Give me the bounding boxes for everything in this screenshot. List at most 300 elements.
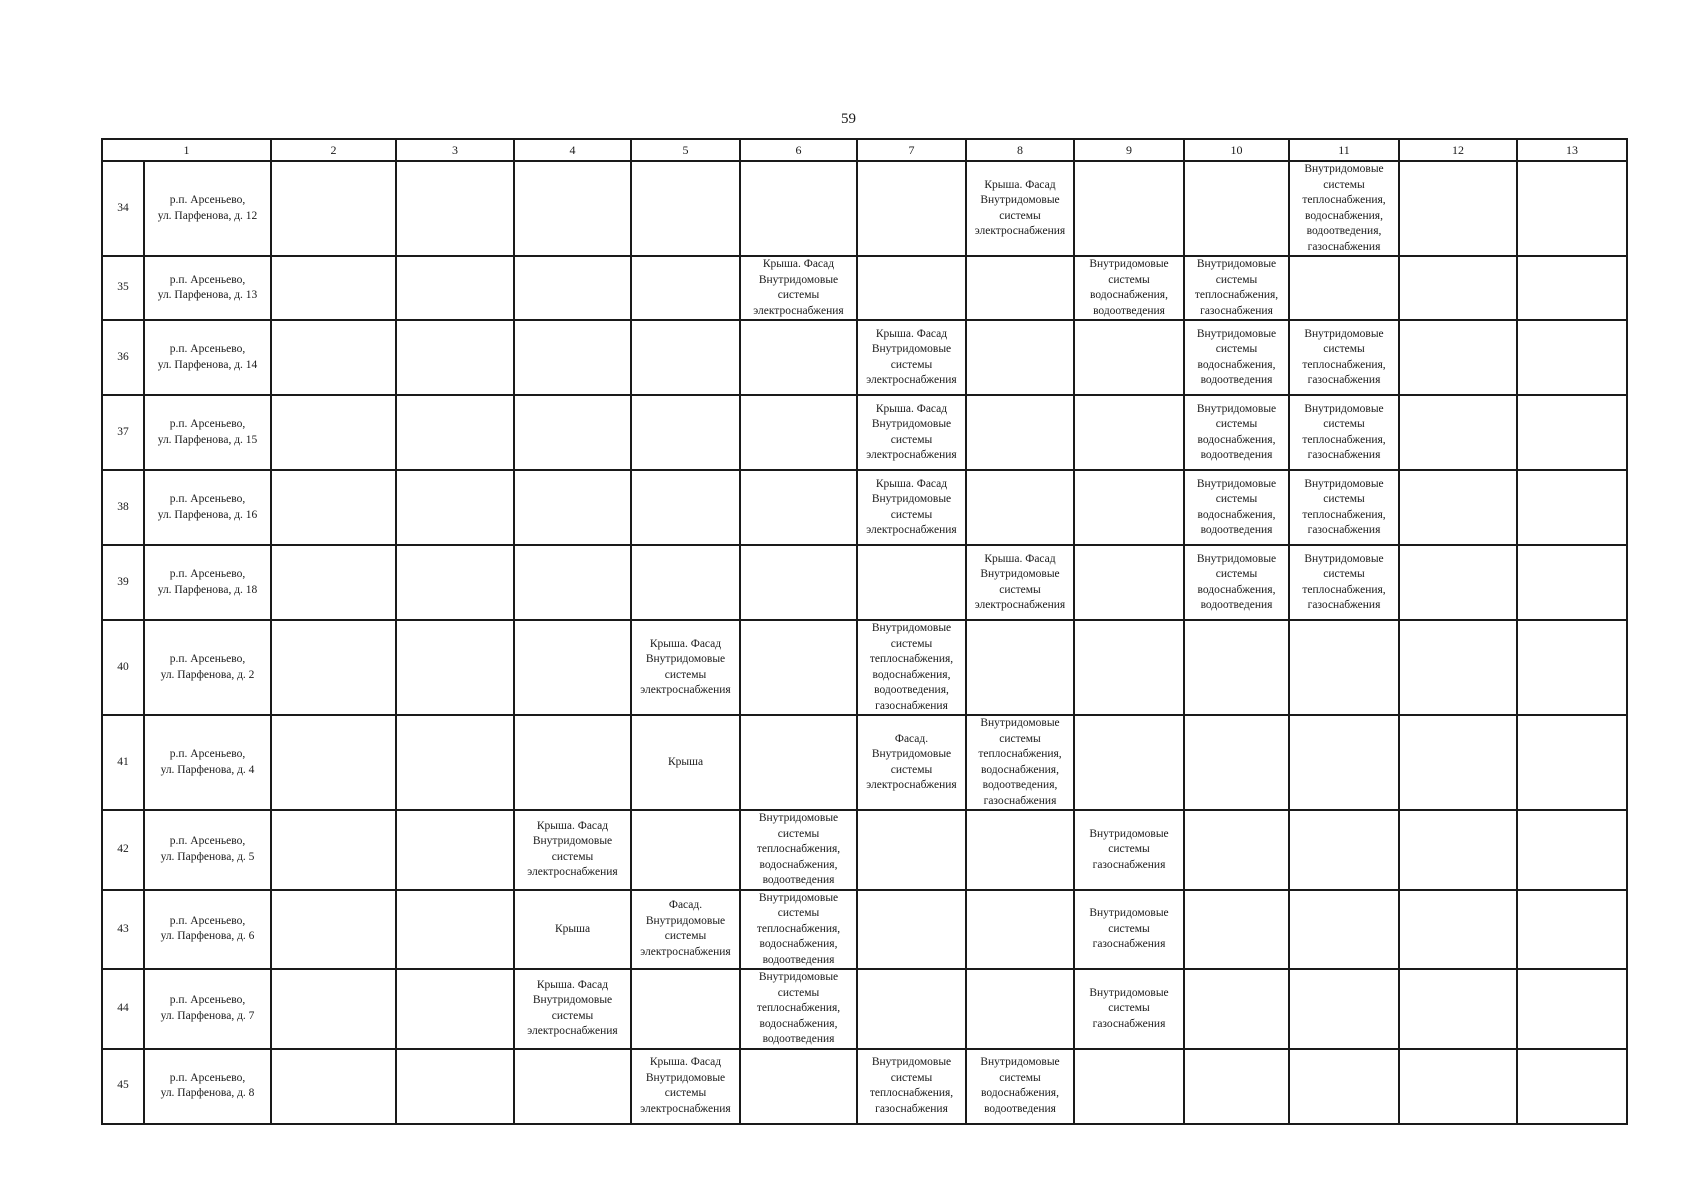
cell-text-line: системы <box>999 583 1041 596</box>
cell-text-line: электроснабжения <box>640 684 731 696</box>
cell-text-line: теплоснабжения, <box>1302 433 1386 446</box>
work-cell-col-12 <box>1399 545 1517 620</box>
table-row <box>102 890 1627 970</box>
work-cell-col-6 <box>740 620 857 715</box>
work-cell-col-2 <box>271 161 396 256</box>
table-row <box>102 320 1627 395</box>
work-cell-col-2 <box>271 890 396 970</box>
cell-text-line: Внутридомовые <box>1304 327 1384 340</box>
cell-text-line: Внутридомовые <box>980 717 1060 729</box>
cell-text-line: р.п. Арсеньево, <box>169 653 246 665</box>
cell-text-line: водоснабжения, <box>1090 289 1168 301</box>
row-number: 40 <box>102 620 144 715</box>
cell-text-line: Фасад. <box>894 732 929 745</box>
cell-text-line: системы <box>999 1071 1041 1084</box>
work-cell-col-3 <box>396 470 514 545</box>
cell-text-line: водоснабжения, <box>1197 583 1276 596</box>
work-cell-col-13 <box>1517 256 1627 320</box>
work-cell-col-6 <box>740 320 857 395</box>
work-cell-col-7 <box>857 395 966 470</box>
work-cell-col-4 <box>514 470 631 545</box>
work-cell-col-9 <box>1074 810 1184 890</box>
cell-text-line: водоснабжения, <box>759 858 838 871</box>
work-cell-col-9 <box>1074 890 1184 970</box>
cell-text-line: теплоснабжения, <box>869 653 954 665</box>
row-number: 45 <box>102 1049 144 1124</box>
cell-text-line: р.п. Арсеньево, <box>169 1071 246 1084</box>
table-row <box>102 620 1627 715</box>
address-cell <box>144 810 271 890</box>
address-cell <box>144 470 271 545</box>
work-cell-col-2 <box>271 715 396 810</box>
cell-text-line: газоснабжения <box>1307 374 1381 386</box>
cell-text-line: ул. Парфенова, д. 14 <box>157 358 258 371</box>
address-cell <box>144 890 271 970</box>
table-row <box>102 395 1627 470</box>
work-cell-col-7 <box>857 161 966 256</box>
cell-text-line: Крыша. Фасад <box>649 637 722 650</box>
work-cell-col-12 <box>1399 320 1517 395</box>
cell-text-line: теплоснабжения, <box>1194 289 1279 301</box>
cell-text-line: Внутридомовые <box>1089 907 1169 919</box>
work-cell-col-9 <box>1074 620 1184 715</box>
cell-text-line: р.п. Арсеньево, <box>169 273 246 286</box>
cell-text-line: системы <box>1323 343 1365 355</box>
work-cell-col-3 <box>396 620 514 715</box>
work-cell-col-4 <box>514 969 631 1049</box>
work-cell-col-10 <box>1184 161 1289 256</box>
work-cell-col-2 <box>271 1049 396 1124</box>
cell-text-line: Внутридомовые <box>1089 827 1169 840</box>
cell-text-line: газоснабжения <box>1307 599 1381 611</box>
work-cell-col-3 <box>396 256 514 320</box>
cell-text-line: системы <box>1215 273 1258 286</box>
table-row <box>102 715 1627 810</box>
cell-text-line: Внутридомовые <box>1196 327 1277 340</box>
cell-text-line: водоотведения <box>1200 599 1273 611</box>
cell-text-line: системы <box>890 358 933 371</box>
cell-text-line: водоснабжения, <box>981 763 1059 776</box>
work-cell-col-7 <box>857 545 966 620</box>
work-cell-col-3 <box>396 810 514 890</box>
cell-text-line: Внутридомовые <box>1196 552 1277 565</box>
work-cell-col-6 <box>740 256 857 320</box>
work-cell-col-12 <box>1399 890 1517 970</box>
work-cell-col-8 <box>966 256 1074 320</box>
cell-text-line: системы <box>999 732 1041 745</box>
work-cell-col-4 <box>514 1049 631 1124</box>
row-number: 42 <box>102 810 144 890</box>
work-cell-col-7 <box>857 715 966 810</box>
column-header-5: 5 <box>631 139 740 161</box>
work-cell-col-11 <box>1289 1049 1399 1124</box>
work-cell-col-12 <box>1399 470 1517 545</box>
cell-text-line: Внутридомовые <box>645 1071 726 1084</box>
work-cell-col-13 <box>1517 320 1627 395</box>
table-row <box>102 161 1627 256</box>
work-cell-col-13 <box>1517 545 1627 620</box>
cell-text-line: ул. Парфенова, д. 13 <box>157 289 258 301</box>
work-cell-col-10 <box>1184 620 1289 715</box>
cell-text-line: газоснабжения <box>875 699 948 712</box>
cell-text-line: Внутридомовые <box>871 343 952 355</box>
cell-text-line: системы <box>1323 493 1365 505</box>
work-cell-col-6 <box>740 395 857 470</box>
cell-text-line: системы <box>890 763 933 776</box>
cell-text-line: Внутридомовые <box>645 653 726 665</box>
cell-text-line: водоснабжения, <box>1305 209 1383 222</box>
work-cell-col-5 <box>631 890 740 970</box>
cell-text-line: водоотведения <box>762 953 835 966</box>
cell-text-line: Внутридомовые <box>1196 258 1277 270</box>
work-cell-col-4 <box>514 161 631 256</box>
cell-text-line: теплоснабжения, <box>756 922 841 935</box>
cell-text-line: ул. Парфенова, д. 2 <box>160 668 255 681</box>
cell-text-line: ул. Парфенова, д. 12 <box>157 209 258 222</box>
column-header-12: 12 <box>1399 139 1517 161</box>
column-header-7: 7 <box>857 139 966 161</box>
cell-text-line: Внутридомовые <box>645 914 726 927</box>
work-cell-col-10 <box>1184 545 1289 620</box>
work-cell-col-7 <box>857 810 966 890</box>
cell-text-line: р.п. Арсеньево, <box>169 994 246 1007</box>
cell-text-line: системы <box>551 850 594 863</box>
cell-text-line: ул. Парфенова, д. 4 <box>160 763 255 776</box>
table-row <box>102 810 1627 890</box>
work-cell-col-8 <box>966 395 1074 470</box>
work-cell-col-8 <box>966 545 1074 620</box>
work-cell-col-5 <box>631 320 740 395</box>
row-number: 44 <box>102 969 144 1049</box>
work-cell-col-9 <box>1074 715 1184 810</box>
cell-text-line: водоотведения, <box>982 779 1058 791</box>
work-cell-col-2 <box>271 395 396 470</box>
cell-text-line: электроснабжения <box>640 1102 731 1115</box>
work-cell-col-10 <box>1184 1049 1289 1124</box>
cell-text-line: электроснабжения <box>974 599 1066 611</box>
work-cell-col-6 <box>740 545 857 620</box>
cell-text-line: Внутридомовые <box>758 273 839 286</box>
column-header-3: 3 <box>396 139 514 161</box>
cell-text-line: водоотведения <box>984 1102 1056 1115</box>
cell-text-line: Внутридомовые <box>871 1056 952 1068</box>
column-header-8: 8 <box>966 139 1074 161</box>
work-cell-col-8 <box>966 890 1074 970</box>
cell-text-line: системы <box>777 986 820 999</box>
work-cell-col-13 <box>1517 620 1627 715</box>
work-cell-col-7 <box>857 890 966 970</box>
work-cell-col-11 <box>1289 256 1399 320</box>
cell-text-line: теплоснабжения, <box>869 1087 954 1099</box>
work-cell-col-8 <box>966 161 1074 256</box>
table-row <box>102 1049 1627 1124</box>
work-cell-col-5 <box>631 715 740 810</box>
work-cell-col-7 <box>857 1049 966 1124</box>
work-cell-col-5 <box>631 256 740 320</box>
work-cell-col-9 <box>1074 1049 1184 1124</box>
row-number: 38 <box>102 470 144 545</box>
work-cell-col-12 <box>1399 161 1517 256</box>
cell-text-line: Внутридомовые <box>1196 477 1277 490</box>
work-cell-col-3 <box>396 320 514 395</box>
work-cell-col-5 <box>631 620 740 715</box>
row-number: 41 <box>102 715 144 810</box>
work-cell-col-5 <box>631 470 740 545</box>
work-cell-col-5 <box>631 1049 740 1124</box>
cell-text-line: ул. Парфенова, д. 6 <box>160 930 255 943</box>
cell-text-line: электроснабжения <box>640 945 731 958</box>
work-cell-col-4 <box>514 256 631 320</box>
cell-text-line: системы <box>1108 843 1150 855</box>
cell-text-line: водоснабжения, <box>759 1017 838 1030</box>
cell-text-line: газоснабжения <box>1092 1017 1166 1030</box>
work-cell-col-4 <box>514 810 631 890</box>
cell-text-line: теплоснабжения, <box>1302 358 1386 371</box>
address-cell <box>144 161 271 256</box>
table-header <box>102 139 1627 161</box>
work-cell-col-12 <box>1399 395 1517 470</box>
work-cell-col-11 <box>1289 890 1399 970</box>
cell-text-line: ул. Парфенова, д. 18 <box>157 583 258 596</box>
header-row <box>102 139 1627 161</box>
work-cell-col-9 <box>1074 256 1184 320</box>
cell-text-line: ул. Парфенова, д. 7 <box>160 1009 255 1022</box>
cell-text-line: Крыша. Фасад <box>984 178 1056 191</box>
cell-text-line: водоотведения <box>1200 374 1273 386</box>
work-cell-col-9 <box>1074 395 1184 470</box>
work-cell-col-8 <box>966 715 1074 810</box>
work-cell-col-2 <box>271 470 396 545</box>
work-cell-col-13 <box>1517 715 1627 810</box>
cell-text-line: Внутридомовые <box>871 622 952 634</box>
table-row <box>102 545 1627 620</box>
work-cell-col-9 <box>1074 161 1184 256</box>
cell-text-line: Крыша. Фасад <box>875 477 948 490</box>
column-header-11: 11 <box>1289 139 1399 161</box>
work-cell-col-13 <box>1517 1049 1627 1124</box>
work-cell-col-6 <box>740 715 857 810</box>
cell-text-line: ул. Парфенова, д. 15 <box>157 433 258 446</box>
address-cell <box>144 545 271 620</box>
cell-text-line: Внутридомовые <box>871 418 952 430</box>
cell-text-line: системы <box>1215 493 1258 505</box>
work-cell-col-10 <box>1184 969 1289 1049</box>
cell-text-line: р.п. Арсеньево, <box>169 568 246 580</box>
cell-text-line: водоотведения, <box>1306 225 1382 237</box>
work-cell-col-10 <box>1184 890 1289 970</box>
cell-text-line: газоснабжения <box>1092 938 1166 950</box>
row-number: 35 <box>102 256 144 320</box>
cell-text-line: электроснабжения <box>866 374 957 386</box>
work-cell-col-4 <box>514 715 631 810</box>
cell-text-line: электроснабжения <box>866 779 957 791</box>
cell-text-line: Фасад. <box>668 899 703 912</box>
column-header-9: 9 <box>1074 139 1184 161</box>
work-cell-col-3 <box>396 715 514 810</box>
work-cell-col-11 <box>1289 470 1399 545</box>
work-cell-col-12 <box>1399 1049 1517 1124</box>
work-cell-col-2 <box>271 810 396 890</box>
cell-text-line: р.п. Арсеньево, <box>169 343 246 355</box>
cell-text-line: системы <box>1215 343 1258 355</box>
work-cell-col-13 <box>1517 395 1627 470</box>
work-cell-col-6 <box>740 890 857 970</box>
cell-text-line: электроснабжения <box>527 1025 618 1038</box>
work-cell-col-4 <box>514 890 631 970</box>
work-cell-col-4 <box>514 620 631 715</box>
work-cell-col-7 <box>857 320 966 395</box>
page-number: 59 <box>841 111 856 127</box>
cell-text-line: системы <box>664 668 707 681</box>
cell-text-line: водоснабжения, <box>1197 508 1276 521</box>
cell-text-line: системы <box>890 1071 933 1084</box>
cell-text-line: водоотведения, <box>874 684 949 696</box>
cell-text-line: р.п. Арсеньево, <box>169 748 246 760</box>
work-cell-col-8 <box>966 1049 1074 1124</box>
cell-text-line: Внутридомовые <box>532 994 613 1007</box>
work-cell-col-10 <box>1184 715 1289 810</box>
cell-text-line: Крыша. Фасад <box>875 327 948 340</box>
cell-text-line: электроснабжения <box>974 225 1066 237</box>
cell-text-line: Внутридомовые <box>1304 477 1384 490</box>
table-row <box>102 969 1627 1049</box>
address-cell <box>144 395 271 470</box>
cell-text-line: Внутридомовые <box>1089 258 1169 270</box>
work-cell-col-11 <box>1289 969 1399 1049</box>
cell-text-line: водоотведения <box>1093 304 1165 317</box>
work-cell-col-8 <box>966 620 1074 715</box>
cell-text-line: Внутридомовые <box>1196 402 1277 415</box>
work-cell-col-9 <box>1074 545 1184 620</box>
cell-text-line: Внутридомовые <box>871 493 952 505</box>
address-cell <box>144 320 271 395</box>
cell-text-line: водоотведения <box>1200 524 1273 536</box>
cell-text-line: газоснабжения <box>1200 304 1273 317</box>
work-cell-col-7 <box>857 470 966 545</box>
work-cell-col-12 <box>1399 620 1517 715</box>
table-row <box>102 256 1627 320</box>
cell-text-line: Крыша. Фасад <box>875 402 948 415</box>
work-cell-col-13 <box>1517 810 1627 890</box>
cell-text-line: водоснабжения, <box>1197 433 1276 446</box>
cell-text-line: системы <box>664 1087 707 1099</box>
work-cell-col-2 <box>271 256 396 320</box>
work-cell-col-9 <box>1074 470 1184 545</box>
work-cell-col-3 <box>396 1049 514 1124</box>
cell-text-line: электроснабжения <box>866 449 957 461</box>
table-body <box>102 161 1627 1124</box>
cell-text-line: газоснабжения <box>1307 524 1381 536</box>
work-cell-col-5 <box>631 545 740 620</box>
work-cell-col-2 <box>271 545 396 620</box>
work-cell-col-7 <box>857 620 966 715</box>
work-cell-col-11 <box>1289 161 1399 256</box>
cell-text-line: Внутридомовые <box>871 748 952 760</box>
work-cell-col-5 <box>631 395 740 470</box>
column-header-10: 10 <box>1184 139 1289 161</box>
work-cell-col-2 <box>271 969 396 1049</box>
work-cell-col-11 <box>1289 620 1399 715</box>
cell-text-line: системы <box>890 508 933 521</box>
work-cell-col-11 <box>1289 545 1399 620</box>
cell-text-line: системы <box>1108 1002 1150 1014</box>
cell-text-line: теплоснабжения, <box>756 843 841 855</box>
work-cell-col-10 <box>1184 810 1289 890</box>
work-cell-col-4 <box>514 320 631 395</box>
cell-text-line: водоснабжения, <box>981 1087 1059 1099</box>
work-cell-col-5 <box>631 161 740 256</box>
cell-text-line: Внутридомовые <box>1089 986 1169 999</box>
work-cell-col-5 <box>631 810 740 890</box>
work-cell-col-11 <box>1289 715 1399 810</box>
work-cell-col-12 <box>1399 969 1517 1049</box>
work-cell-col-6 <box>740 1049 857 1124</box>
column-header-13: 13 <box>1517 139 1627 161</box>
work-cell-col-8 <box>966 470 1074 545</box>
cell-text-line: системы <box>1323 178 1365 191</box>
work-cell-col-9 <box>1074 969 1184 1049</box>
work-cell-col-8 <box>966 969 1074 1049</box>
work-cell-col-13 <box>1517 969 1627 1049</box>
work-cell-col-10 <box>1184 256 1289 320</box>
cell-text-line: водоотведения <box>762 874 835 886</box>
cell-text-line: Внутридомовые <box>980 1056 1060 1068</box>
work-cell-col-13 <box>1517 890 1627 970</box>
cell-text-line: газоснабжения <box>1307 449 1381 461</box>
cell-text-line: Крыша <box>554 922 591 935</box>
cell-text-line: системы <box>777 827 820 840</box>
work-cell-col-11 <box>1289 320 1399 395</box>
cell-text-line: Внутридомовые <box>1304 163 1384 175</box>
cell-text-line: системы <box>1108 922 1150 935</box>
cell-text-line: системы <box>999 209 1041 222</box>
work-cell-col-4 <box>514 545 631 620</box>
address-cell <box>144 256 271 320</box>
cell-text-line: электроснабжения <box>527 866 618 879</box>
cell-text-line: Крыша. Фасад <box>762 258 835 270</box>
work-cell-col-2 <box>271 620 396 715</box>
cell-text-line: Крыша <box>667 755 704 768</box>
cell-text-line: Внутридомовые <box>532 835 613 848</box>
cell-text-line: р.п. Арсеньево, <box>169 835 246 848</box>
work-cell-col-3 <box>396 969 514 1049</box>
cell-text-line: Крыша. Фасад <box>536 978 609 991</box>
work-cell-col-12 <box>1399 810 1517 890</box>
cell-text-line: Внутридомовые <box>758 971 839 983</box>
table-row <box>102 470 1627 545</box>
cell-text-line: системы <box>1108 273 1150 286</box>
work-cell-col-13 <box>1517 470 1627 545</box>
cell-text-line: системы <box>551 1009 594 1022</box>
cell-text-line: Крыша. Фасад <box>536 819 609 832</box>
address-cell <box>144 620 271 715</box>
cell-text-line: водоотведения <box>1200 449 1273 461</box>
work-cell-col-7 <box>857 969 966 1049</box>
work-cell-col-8 <box>966 320 1074 395</box>
row-number: 39 <box>102 545 144 620</box>
cell-text-line: ул. Парфенова, д. 16 <box>157 508 258 521</box>
work-cell-col-3 <box>396 545 514 620</box>
work-cell-col-6 <box>740 969 857 1049</box>
cell-text-line: р.п. Арсеньево, <box>169 418 246 430</box>
cell-text-line: системы <box>777 907 820 919</box>
cell-text-line: системы <box>777 289 820 301</box>
cell-text-line: электроснабжения <box>866 524 957 536</box>
column-header-4: 4 <box>514 139 631 161</box>
cell-text-line: газоснабжения <box>1307 240 1381 253</box>
cell-text-line: Крыша. Фасад <box>984 552 1056 565</box>
cell-text-line: ул. Парфенова, д. 8 <box>160 1087 255 1099</box>
